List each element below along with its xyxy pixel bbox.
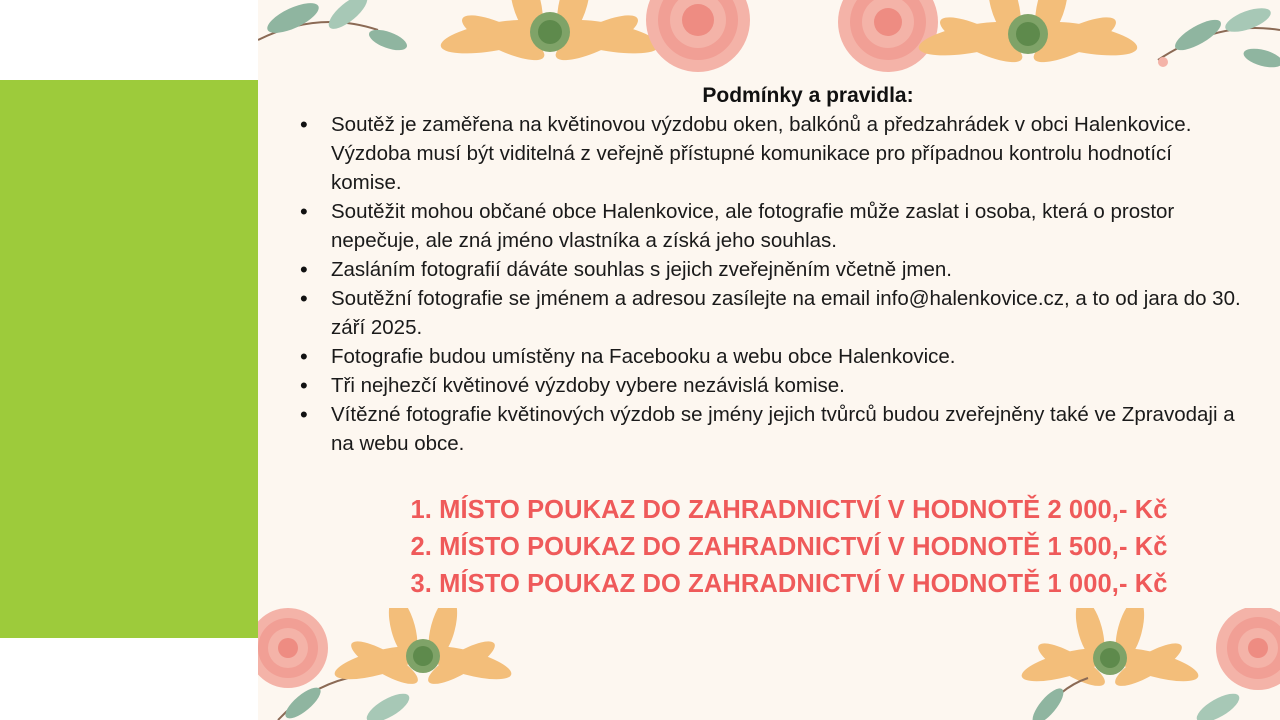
- pink-dahlia-icon: [646, 0, 750, 72]
- poster: [258, 0, 1280, 720]
- pink-dahlia-icon: [258, 608, 328, 688]
- prize-second-place: 2. MÍSTO POUKAZ DO ZAHRADNICTVÍ V HODNOTĚ 1 500,- Kč: [410, 533, 1168, 561]
- rule-item: • Soutěžní fotografie se jménem a adresou zasílejte na email info@halenkovice.cz, a to od jara do 30. září 2025.: [331, 284, 1248, 342]
- rule-item: • Zasláním fotografií dáváte souhlas s jejich zveřejněním včetně jmen.: [331, 255, 1248, 284]
- rules-list: [298, 110, 1248, 458]
- daisy-flower-icon: [1019, 608, 1202, 693]
- prize-first-place: 1. MÍSTO POUKAZ DO ZAHRADNICTVÍ V HODNOTĚ 2 000,- Kč: [410, 496, 1168, 524]
- rules-heading: Podmínky a pravidla:: [702, 84, 914, 107]
- daisy-flower-icon: [332, 608, 515, 691]
- rule-item: • Vítězné fotografie květinových výzdob se jmény jejich tvůrců budou zveřejněny také ve Zpravodaji a na webu obce.: [331, 400, 1248, 458]
- rule-item: • Soutěž je zaměřena na květinovou výzdobu oken, balkónů a předzahrádek v obci Halenkovice. Výzdoba musí být viditelná z veřejně přístupné komunikace pro případnou kontrolu hodnotící komise.: [331, 110, 1248, 197]
- prizes-section: [258, 492, 1280, 603]
- daisy-flower-icon: [438, 0, 661, 69]
- rule-item: • Tři nejhezčí květinové výzdoby vybere nezávislá komise.: [331, 371, 1248, 400]
- rule-item: • Soutěžit mohou občané obce Halenkovice, ale fotografie může zaslat i osoba, která o prostor nepečuje, ale zná jméno vlastníka a získá jeho souhlas.: [331, 197, 1248, 255]
- pink-dahlia-icon: [1216, 608, 1280, 690]
- leaf-sprig-icon: [1028, 678, 1244, 720]
- prize-third-place: 3. MÍSTO POUKAZ DO ZAHRADNICTVÍ V HODNOTĚ 1 000,- Kč: [410, 570, 1168, 598]
- daisy-flower-icon: [916, 0, 1139, 71]
- green-side-bar: [0, 80, 258, 638]
- leaf-sprig-icon: [1158, 3, 1280, 71]
- floral-border-top: [258, 0, 1280, 72]
- pink-dahlia-icon: [838, 0, 938, 72]
- leaf-sprig-icon: [258, 0, 410, 54]
- rule-item: • Fotografie budou umístěny na Facebooku a webu obce Halenkovice.: [331, 342, 1248, 371]
- rules-section: [298, 84, 1248, 458]
- floral-border-bottom: [258, 608, 1280, 720]
